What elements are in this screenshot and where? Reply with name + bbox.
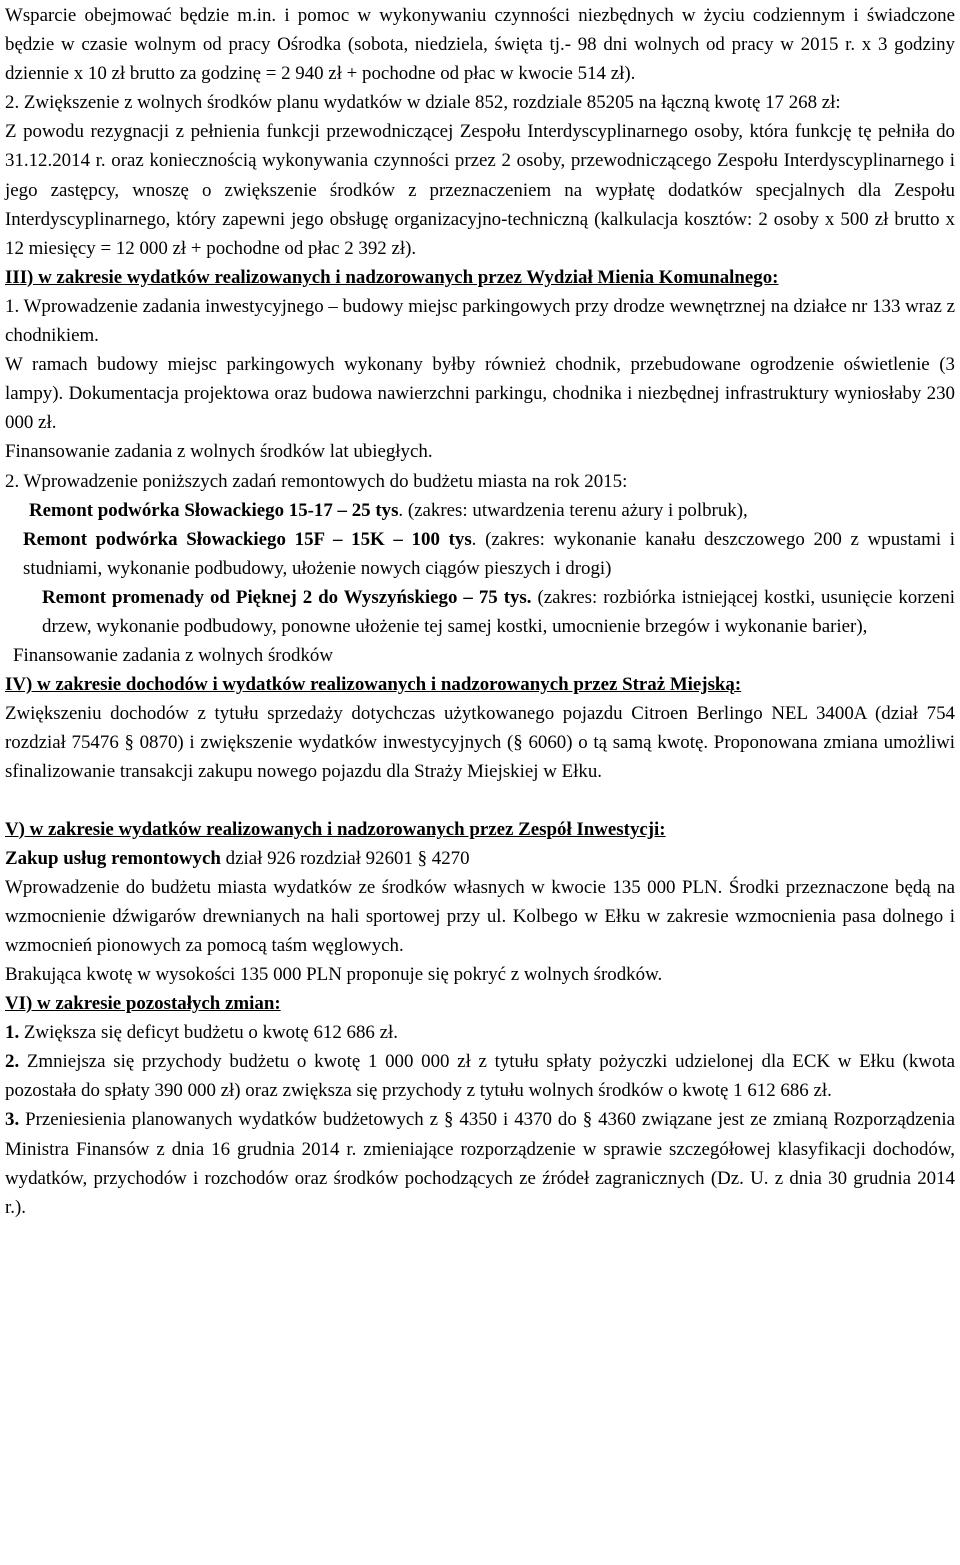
paragraph-financing-free-funds: Finansowanie zadania z wolnych środków	[13, 645, 334, 667]
renovation-item-3-scope: (zakres: rozbiórka istniejącej kostki, usunięcie korzeni drzew, wykonanie podbudowy, ponowne ułożenie tej samej kostki, umocnienie brzegów i wykonanie barier),	[42, 586, 955, 637]
section-heading-iv: IV) w zakresie dochodów i wydatków realizowanych i nadzorowanych przez Straż Miejską:	[5, 674, 742, 696]
list-text-3: Przeniesienia planowanych wydatków budżetowych z § 4350 i 4370 do § 4360 związane jest ze zmianą Rozporządzenia Ministra Finansów z dnia 16 grudnia 2014 r. zmieniające rozporządzenie w sprawie szczegółowej klasyfikacji dochodów, wydatków, przychodów i rozchodów oraz środków pochodzących ze źródeł zagranicznych (Dz. U. z dnia 30 grudnia 2014 r.).	[5, 1109, 955, 1218]
renovation-item-3	[5, 583, 955, 641]
list-item-revenue	[5, 1047, 955, 1105]
list-item-deficit	[5, 1018, 955, 1047]
renovation-item-2-title: Remont podwórka Słowackiego 15F – 15K – 100 tys	[23, 528, 472, 550]
section-heading-vi: VI) w zakresie pozostałych zmian:	[5, 993, 281, 1015]
section-heading-iii: III) w zakresie wydatków realizowanych i nadzorowanych przez Wydział Mienia Komunalnego:	[5, 266, 779, 288]
paragraph-parking-investment: 1. Wprowadzenie zadania inwestycyjnego – budowy miejsc parkingowych przy drodze wewnętrznej na działce nr 133 wraz z chodnikiem.	[5, 295, 955, 347]
renovation-item-2	[5, 525, 955, 583]
list-text-2: Zmniejsza się przychody budżetu o kwotę 1 000 000 zł z tytułu spłaty pożyczki udzielonej dla ECK w Ełku (kwota pozostała do spłaty 390 000 zł) oraz zwiększa się przychody z tytułu wolnych środków o kwotę 1 612 686 zł.	[5, 1051, 955, 1102]
renovation-item-2-scope: . (zakres: wykonanie kanału deszczowego 200 z wpustami i studniami, wykonanie podbudowy, ułożenie nowych ciągów pieszych i drogi)	[23, 528, 955, 579]
paragraph-interdisciplinary-team: Z powodu rezygnacji z pełnienia funkcji przewodniczącej Zespołu Interdyscyplinarnego osoby, która funkcję tę pełniła do 31.12.2014 r. oraz koniecznością wykonywania czynności przez 2 osoby, przewodniczącego Zespołu Interdyscyplinarnego i jego zastępcy, wnoszę o zwiększenie środków z przeznaczeniem na wypłatę dodatków specjalnych dla Zespołu Interdyscyplinarnego, który zapewni jego obsługę organizacyjno-techniczną (kalkulacja kosztów: 2 osoby x 500 zł brutto x 12 miesięcy = 12 000 zł + pochodne od płac 2 392 zł).	[5, 121, 955, 259]
list-text-1: Zwiększa się deficyt budżetu o kwotę 612 686 zł.	[19, 1022, 398, 1044]
repair-services-classification: dział 926 rozdział 92601 § 4270	[220, 847, 470, 869]
renovation-item-1	[5, 496, 955, 525]
list-number-1: 1.	[5, 1022, 20, 1044]
list-number-3: 3.	[5, 1109, 20, 1131]
paragraph-renovation-tasks: 2. Wprowadzenie poniższych zadań remontowych do budżetu miasta na rok 2015:	[5, 470, 628, 492]
paragraph-support: Wsparcie obejmować będzie m.in. i pomoc w wykonywaniu czynności niezbędnych w życiu codziennym i świadczone będzie w czasie wolnym od pracy Ośrodka (sobota, niedziela, święta tj.- 98 dni wolnych od pracy w 2015 r. x 3 godziny dziennie x 10 zł brutto za godzinę = 2 940 zł + pochodne od płac w kwocie 514 zł).	[5, 5, 955, 85]
paragraph-repair-services	[5, 844, 955, 873]
renovation-item-1-scope: . (zakres: utwardzenia terenu ażury i polbruk),	[398, 499, 748, 521]
list-item-transfers	[5, 1105, 955, 1221]
paragraph-sports-hall: Wprowadzenie do budżetu miasta wydatków ze środków własnych w kwocie 135 000 PLN. Środki przeznaczone będą na wzmocnienie dźwigarów drewnianych na hali sportowej przy ul. Kolbego w Ełku w zakresie wzmocnienia pasa dolnego i wzmocnień pionowych za pomocą taśm węglowych.	[5, 876, 955, 956]
paragraph-increase-852: 2. Zwiększenie z wolnych środków planu wydatków w dziale 852, rozdziale 85205 na łączną kwotę 17 268 zł:	[5, 92, 841, 114]
repair-services-title: Zakup usług remontowych	[5, 847, 221, 869]
paragraph-financing-previous-years: Finansowanie zadania z wolnych środków lat ubiegłych.	[5, 441, 433, 463]
renovation-item-1-title: Remont podwórka Słowackiego 15-17 – 25 tys	[29, 499, 399, 521]
list-number-2: 2.	[5, 1051, 20, 1073]
paragraph-parking-scope: W ramach budowy miejsc parkingowych wykonany byłby również chodnik, przebudowane ogrodzenie oświetlenie (3 lampy). Dokumentacja projektowa oraz budowa nawierzchni parkingu, chodnika i niezbędnej infrastruktury wyniosłaby 230 000 zł.	[5, 354, 955, 434]
paragraph-missing-amount: Brakująca kwotę w wysokości 135 000 PLN proponuje się pokryć z wolnych środków.	[5, 964, 663, 985]
blank-line	[5, 787, 955, 815]
paragraph-vehicle-sale: Zwiększeniu dochodów z tytułu sprzedaży dotychczas użytkowanego pojazdu Citroen Berlingo NEL 3400A (dział 754 rozdział 75476 § 0870) i zwiększenie wydatków inwestycyjnych (§ 6060) o tą samą kwotę. Proponowana zmiana umożliwi sfinalizowanie transakcji zakupu nowego pojazdu dla Straży Miejskiej w Ełku.	[5, 703, 955, 783]
section-heading-v: V) w zakresie wydatków realizowanych i nadzorowanych przez Zespół Inwestycji:	[5, 818, 666, 840]
renovation-item-3-title: Remont promenady od Pięknej 2 do Wyszyńskiego – 75 tys.	[42, 586, 532, 608]
